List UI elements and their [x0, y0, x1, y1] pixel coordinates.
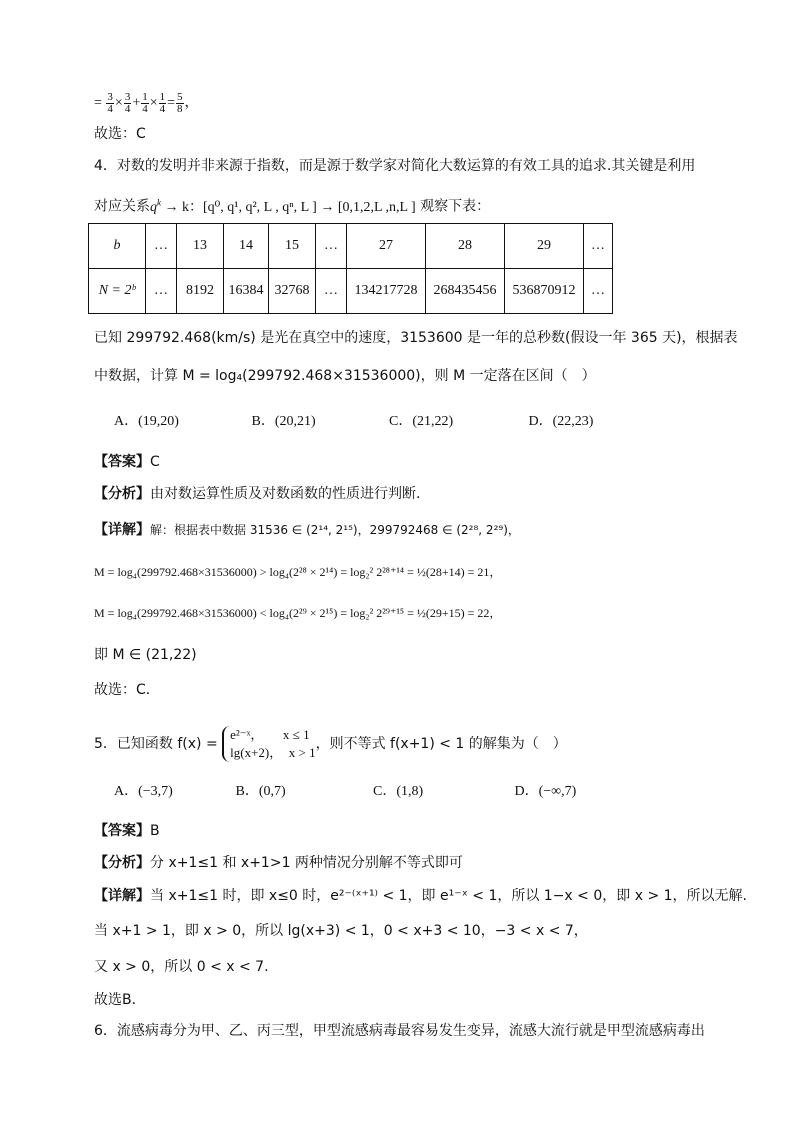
- data-table: [88, 223, 613, 314]
- q6-line1: 6．流感病毒分为甲、乙、丙三型，甲型流感病毒最容易发生变异，流感大流行就是甲型流感病毒出: [94, 1023, 705, 1039]
- detail-tag: 【详解】: [94, 888, 150, 904]
- detail-tag: 【详解】: [94, 522, 150, 538]
- q4-choose: 故选：C．: [94, 682, 160, 698]
- table-cell: …: [316, 224, 347, 269]
- q5-detail3: 又 x > 0，所以 0 < x < 7.: [94, 959, 269, 975]
- table-cell: 29: [505, 224, 584, 269]
- fraction: $\frac{1}{4}$: [142, 91, 148, 115]
- q5-analysis: 【分析】分 x+1≤1 和 x+1>1 两种情况分别解不等式即可: [94, 855, 463, 871]
- table-cell: 15: [269, 224, 316, 269]
- option-c: C．(21,22): [389, 414, 454, 429]
- q4-detail3: M = log₄(299792.468×31536000) < log₄(2²⁹ × 2¹⁵) = log₂² 2²⁹⁺¹⁵ = ½(29+15) = 22，: [94, 606, 502, 620]
- q5-options: [114, 782, 576, 802]
- option-d: D．(−∞,7): [514, 784, 577, 799]
- q4-detail4: 即 M ∈ (21,22): [94, 647, 197, 663]
- q4-detail2: M = log₄(299792.468×31536000) > log₄(2²⁸ × 2¹⁴) = log₂² 2²⁸⁺¹⁴ = ½(28+14) = 21，: [94, 565, 502, 579]
- table-cell: 16384: [224, 269, 269, 314]
- q5-detail1: 【详解】当 x+1≤1 时，即 x≤0 时，e²⁻⁽ˣ⁺¹⁾ < 1，即 e¹⁻ˣ < 1，所以 1−x < 0，即 x > 1，所以无解.: [94, 888, 747, 904]
- option-a: A．(−3,7): [114, 784, 173, 799]
- answer-tag: 【答案】: [94, 454, 150, 470]
- q4-line4: 中数据，计算 M = log₄(299792.468×31536000)，则 M 一定落在区间（ ）: [94, 368, 596, 384]
- table-cell: b: [89, 224, 146, 269]
- table-cell: 13: [177, 224, 224, 269]
- table-cell: N = 2ᵇ: [89, 269, 146, 314]
- q5-answer: 【答案】B: [94, 823, 160, 839]
- q5-detail2: 当 x+1 > 1，即 x > 0，所以 lg(x+3) < 1，0 < x+3 < 10，−3 < x < 7，: [94, 923, 588, 939]
- table-cell: 134217728: [347, 269, 426, 314]
- q5-choose: 故选B．: [94, 992, 146, 1008]
- table-cell: …: [146, 224, 177, 269]
- q4-line3: 已知 299792.468(km/s) 是光在真空中的速度，3153600 是一年的总秒数(假设一年 365 天)，根据表: [94, 330, 738, 346]
- fraction: $\frac{3}{4}$: [124, 91, 131, 115]
- fraction: $\frac{3}{4}$: [107, 91, 113, 115]
- top-formula: = $\frac{3}{4}$ × $\frac{3}{4}$ + $\frac{1}{4}$ × $\frac{1}{4}$ = $\frac{5}{8}$ ，: [94, 91, 199, 115]
- analysis-tag: 【分析】: [94, 855, 150, 871]
- answer-tag: 【答案】: [94, 823, 150, 839]
- option-b: B．(20,21): [251, 414, 316, 429]
- table-cell: 28: [426, 224, 505, 269]
- table-cell: …: [316, 269, 347, 314]
- table-cell: 14: [224, 224, 269, 269]
- q4-analysis: 【分析】由对数运算性质及对数函数的性质进行判断.: [94, 486, 421, 502]
- option-c: C．(1,8): [373, 784, 424, 799]
- q4-detail1: 【详解】解：根据表中数据 31536 ∈ (2¹⁴, 2¹⁵)，299792468 ∈ (2²⁸, 2²⁹)，: [94, 522, 520, 538]
- table-cell: …: [584, 224, 613, 269]
- table-row: [89, 269, 613, 314]
- fraction: $\frac{5}{8}$: [177, 91, 183, 115]
- table-cell: 536870912: [505, 269, 584, 314]
- table-cell: 268435456: [426, 269, 505, 314]
- q4-options: [114, 412, 593, 432]
- option-b: B．(0,7): [235, 784, 286, 799]
- q4-line1: 4．对数的发明并非来源于指数，而是源于数学家对简化大数运算的有效工具的追求.其关键是利用: [94, 158, 696, 174]
- table-cell: 27: [347, 224, 426, 269]
- answer-prev: 故选：C: [94, 126, 146, 142]
- table-cell: 32768: [269, 269, 316, 314]
- piecewise-cases: e²⁻ˣ， x ≤ 1 lg(x+2)， x > 1: [222, 726, 315, 762]
- table-cell: …: [146, 269, 177, 314]
- table-cell: …: [584, 269, 613, 314]
- q4-line2: 对应关系$q^k \to k$：[q⁰, q¹, q², L , qⁿ, L ] → [0,1,2,L ,n,L ] 观察下表：: [94, 197, 491, 215]
- table-cell: 8192: [177, 269, 224, 314]
- analysis-tag: 【分析】: [94, 486, 150, 502]
- q5-line1: 5．已知函数 f(x) = e²⁻ˣ， x ≤ 1 lg(x+2)， x > 1 ，则不等式 f(x+1) < 1 的解集为（ ）: [94, 727, 567, 760]
- q4-answer: 【答案】C: [94, 454, 160, 470]
- option-a: A．(19,20): [114, 414, 179, 429]
- table-row: [89, 224, 613, 269]
- option-d: D．(22,23): [528, 414, 594, 429]
- fraction: $\frac{1}{4}$: [159, 91, 166, 115]
